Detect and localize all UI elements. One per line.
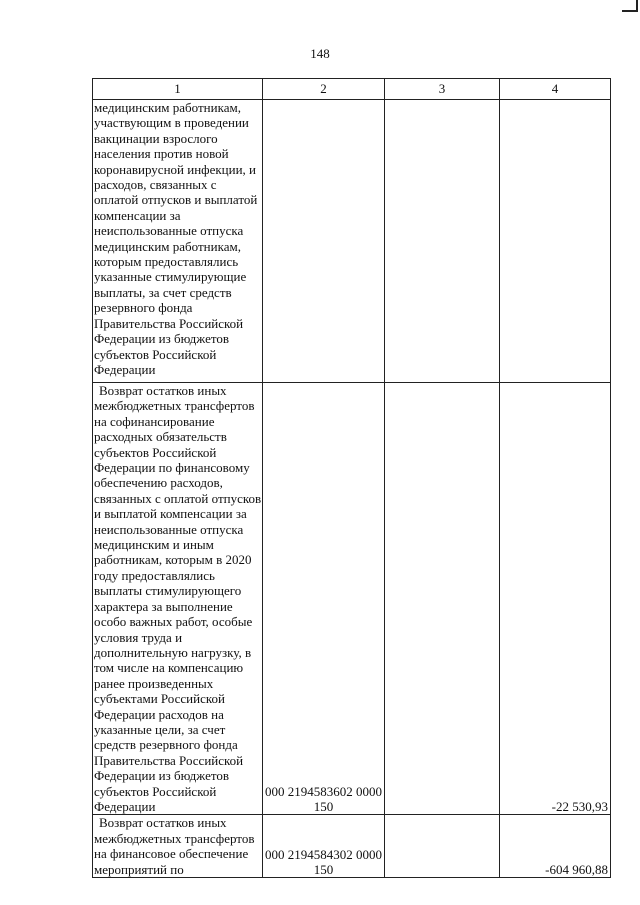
page-number: 148 [310, 46, 330, 61]
column-header-2: 2 [263, 79, 385, 100]
column-header-4: 4 [500, 79, 611, 100]
row-amount-cell [500, 100, 611, 383]
column-header-3: 3 [385, 79, 500, 100]
row-col3-cell [385, 815, 500, 878]
row-col3-cell [385, 383, 500, 815]
row-name-cell: Возврат остатков иных межбюджетных трансфертов на финансовое обеспечение мероприятий по [93, 815, 263, 878]
row-amount-cell: -604 960,88 [500, 815, 611, 878]
row-amount-cell: -22 530,93 [500, 383, 611, 815]
row-name-cell: медицинским работникам, участвующим в проведении вакцинации взрослого населения против новой коронавирусной инфекции, и расходов, связанных с оплатой отпусков и выплатой компенсации за неиспользованные отпуска медицинским работникам, которым предоставлялись указанные стимулирующие выплаты, за счет средств резервного фонда Правительства Российской Федерации из бюджетов субъектов Российской Федерации [93, 100, 263, 383]
row-code-cell: 000 2194583602 0000 150 [263, 383, 385, 815]
row-code-cell: 000 2194584302 0000 150 [263, 815, 385, 878]
row-col3-cell [385, 100, 500, 383]
table-row [93, 383, 611, 815]
row-name-cell: Возврат остатков иных межбюджетных трансфертов на софинансирование расходных обязательств субъектов Российской Федерации по финансовому обеспечению расходов, связанных с оплатой отпусков и выплатой компенсации за неиспользованные отпуска медицинским и иным работникам, которым в 2020 году предоставлялись выплаты стимулирующего характера за выполнение особо важных работ, особые условия труда и дополнительную нагрузку, в том числе на компенсацию ранее произведенных субъектами Российской Федерации расходов на указанные цели, за счет средств резервного фонда Правительства Российской Федерации из бюджетов субъектов Российской Федерации [94, 383, 262, 814]
table-row [93, 815, 611, 878]
row-code-cell [263, 100, 385, 383]
column-header-1: 1 [93, 79, 263, 100]
table-header-row [93, 79, 611, 100]
budget-table [92, 78, 611, 878]
scan-corner-mark [622, 0, 638, 12]
table-row [93, 100, 611, 383]
